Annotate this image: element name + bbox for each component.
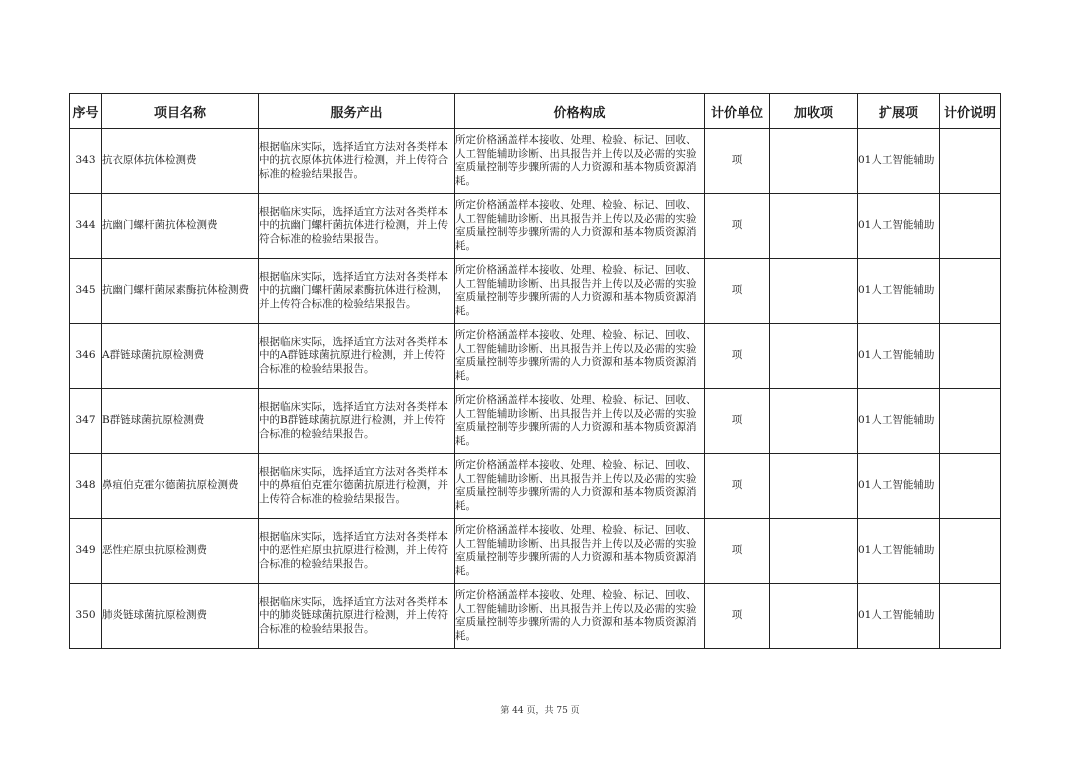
row-surcharge [770, 519, 858, 584]
header-pricing-unit: 计价单位 [705, 94, 770, 129]
row-price-composition: 所定价格涵盖样本接收、处理、检验、标记、回收、人工智能辅助诊断、出具报告并上传以及必需的实验室质量控制等步骤所需的人力资源和基本物质资源消耗。 [455, 454, 705, 519]
row-price-composition: 所定价格涵盖样本接收、处理、检验、标记、回收、人工智能辅助诊断、出具报告并上传以及必需的实验室质量控制等步骤所需的人力资源和基本物质资源消耗。 [455, 194, 705, 259]
header-surcharge: 加收项 [770, 94, 858, 129]
row-serial-no: 345 [70, 259, 102, 324]
row-service-output: 根据临床实际，选择适宜方法对各类样本中的鼻疽伯克霍尔德菌抗原进行检测，并上传符合标准的检验结果报告。 [259, 454, 455, 519]
header-price-composition: 价格构成 [455, 94, 705, 129]
row-serial-no: 343 [70, 129, 102, 194]
row-pricing-note [940, 259, 1001, 324]
row-surcharge [770, 129, 858, 194]
row-item-name: 抗衣原体抗体检测费 [102, 129, 259, 194]
table-row [70, 259, 1001, 324]
row-service-output: 根据临床实际，选择适宜方法对各类样本中的抗幽门螺杆菌抗体进行检测，并上传符合标准的检验结果报告。 [259, 194, 455, 259]
row-item-name: B群链球菌抗原检测费 [102, 389, 259, 454]
table-row [70, 129, 1001, 194]
table-row [70, 584, 1001, 649]
row-service-output: 根据临床实际，选择适宜方法对各类样本中的A群链球菌抗原进行检测，并上传符合标准的检验结果报告。 [259, 324, 455, 389]
row-extension: 01人工智能辅助 [858, 584, 940, 649]
row-pricing-note [940, 324, 1001, 389]
row-serial-no: 347 [70, 389, 102, 454]
row-item-name: 抗幽门螺杆菌抗体检测费 [102, 194, 259, 259]
row-pricing-unit: 项 [705, 259, 770, 324]
row-extension: 01人工智能辅助 [858, 519, 940, 584]
row-serial-no: 344 [70, 194, 102, 259]
row-pricing-unit: 项 [705, 454, 770, 519]
page-number-footer: 第 44 页，共 75 页 [500, 706, 580, 716]
row-price-composition: 所定价格涵盖样本接收、处理、检验、标记、回收、人工智能辅助诊断、出具报告并上传以及必需的实验室质量控制等步骤所需的人力资源和基本物质资源消耗。 [455, 519, 705, 584]
row-serial-no: 348 [70, 454, 102, 519]
header-pricing-note: 计价说明 [940, 94, 1001, 129]
row-price-composition: 所定价格涵盖样本接收、处理、检验、标记、回收、人工智能辅助诊断、出具报告并上传以及必需的实验室质量控制等步骤所需的人力资源和基本物质资源消耗。 [455, 259, 705, 324]
row-price-composition: 所定价格涵盖样本接收、处理、检验、标记、回收、人工智能辅助诊断、出具报告并上传以及必需的实验室质量控制等步骤所需的人力资源和基本物质资源消耗。 [455, 324, 705, 389]
row-item-name: A群链球菌抗原检测费 [102, 324, 259, 389]
row-item-name: 恶性疟原虫抗原检测费 [102, 519, 259, 584]
row-pricing-unit: 项 [705, 389, 770, 454]
table-row [70, 324, 1001, 389]
row-surcharge [770, 194, 858, 259]
header-serial-no: 序号 [70, 94, 102, 129]
row-extension: 01人工智能辅助 [858, 454, 940, 519]
row-serial-no: 350 [70, 584, 102, 649]
row-service-output: 根据临床实际，选择适宜方法对各类样本中的抗幽门螺杆菌尿素酶抗体进行检测，并上传符合标准的检验结果报告。 [259, 259, 455, 324]
row-pricing-unit: 项 [705, 584, 770, 649]
row-extension: 01人工智能辅助 [858, 259, 940, 324]
row-price-composition: 所定价格涵盖样本接收、处理、检验、标记、回收、人工智能辅助诊断、出具报告并上传以及必需的实验室质量控制等步骤所需的人力资源和基本物质资源消耗。 [455, 584, 705, 649]
row-service-output: 根据临床实际，选择适宜方法对各类样本中的抗衣原体抗体进行检测，并上传符合标准的检验结果报告。 [259, 129, 455, 194]
table-row [70, 389, 1001, 454]
row-extension: 01人工智能辅助 [858, 324, 940, 389]
row-extension: 01人工智能辅助 [858, 194, 940, 259]
table-row [70, 454, 1001, 519]
header-item-name: 项目名称 [102, 94, 259, 129]
row-serial-no: 349 [70, 519, 102, 584]
row-pricing-note [940, 389, 1001, 454]
row-pricing-unit: 项 [705, 519, 770, 584]
row-service-output: 根据临床实际，选择适宜方法对各类样本中的B群链球菌抗原进行检测，并上传符合标准的检验结果报告。 [259, 389, 455, 454]
row-surcharge [770, 324, 858, 389]
table-row [70, 519, 1001, 584]
row-surcharge [770, 454, 858, 519]
row-pricing-unit: 项 [705, 324, 770, 389]
row-item-name: 肺炎链球菌抗原检测费 [102, 584, 259, 649]
row-price-composition: 所定价格涵盖样本接收、处理、检验、标记、回收、人工智能辅助诊断、出具报告并上传以及必需的实验室质量控制等步骤所需的人力资源和基本物质资源消耗。 [455, 129, 705, 194]
row-extension: 01人工智能辅助 [858, 389, 940, 454]
row-surcharge [770, 259, 858, 324]
row-pricing-note [940, 519, 1001, 584]
row-pricing-note [940, 454, 1001, 519]
row-serial-no: 346 [70, 324, 102, 389]
table-row [70, 194, 1001, 259]
price-table [69, 93, 1001, 649]
row-service-output: 根据临床实际，选择适宜方法对各类样本中的肺炎链球菌抗原进行检测，并上传符合标准的检验结果报告。 [259, 584, 455, 649]
row-pricing-note [940, 129, 1001, 194]
header-extension: 扩展项 [858, 94, 940, 129]
header-service-output: 服务产出 [259, 94, 455, 129]
row-pricing-unit: 项 [705, 129, 770, 194]
row-pricing-note [940, 194, 1001, 259]
row-surcharge [770, 584, 858, 649]
row-item-name: 鼻疽伯克霍尔德菌抗原检测费 [102, 454, 259, 519]
row-pricing-note [940, 584, 1001, 649]
row-extension: 01人工智能辅助 [858, 129, 940, 194]
row-pricing-unit: 项 [705, 194, 770, 259]
row-item-name: 抗幽门螺杆菌尿素酶抗体检测费 [102, 259, 259, 324]
row-service-output: 根据临床实际，选择适宜方法对各类样本中的恶性疟原虫抗原进行检测，并上传符合标准的检验结果报告。 [259, 519, 455, 584]
row-price-composition: 所定价格涵盖样本接收、处理、检验、标记、回收、人工智能辅助诊断、出具报告并上传以及必需的实验室质量控制等步骤所需的人力资源和基本物质资源消耗。 [455, 389, 705, 454]
table-header-row [70, 94, 1001, 129]
row-surcharge [770, 389, 858, 454]
